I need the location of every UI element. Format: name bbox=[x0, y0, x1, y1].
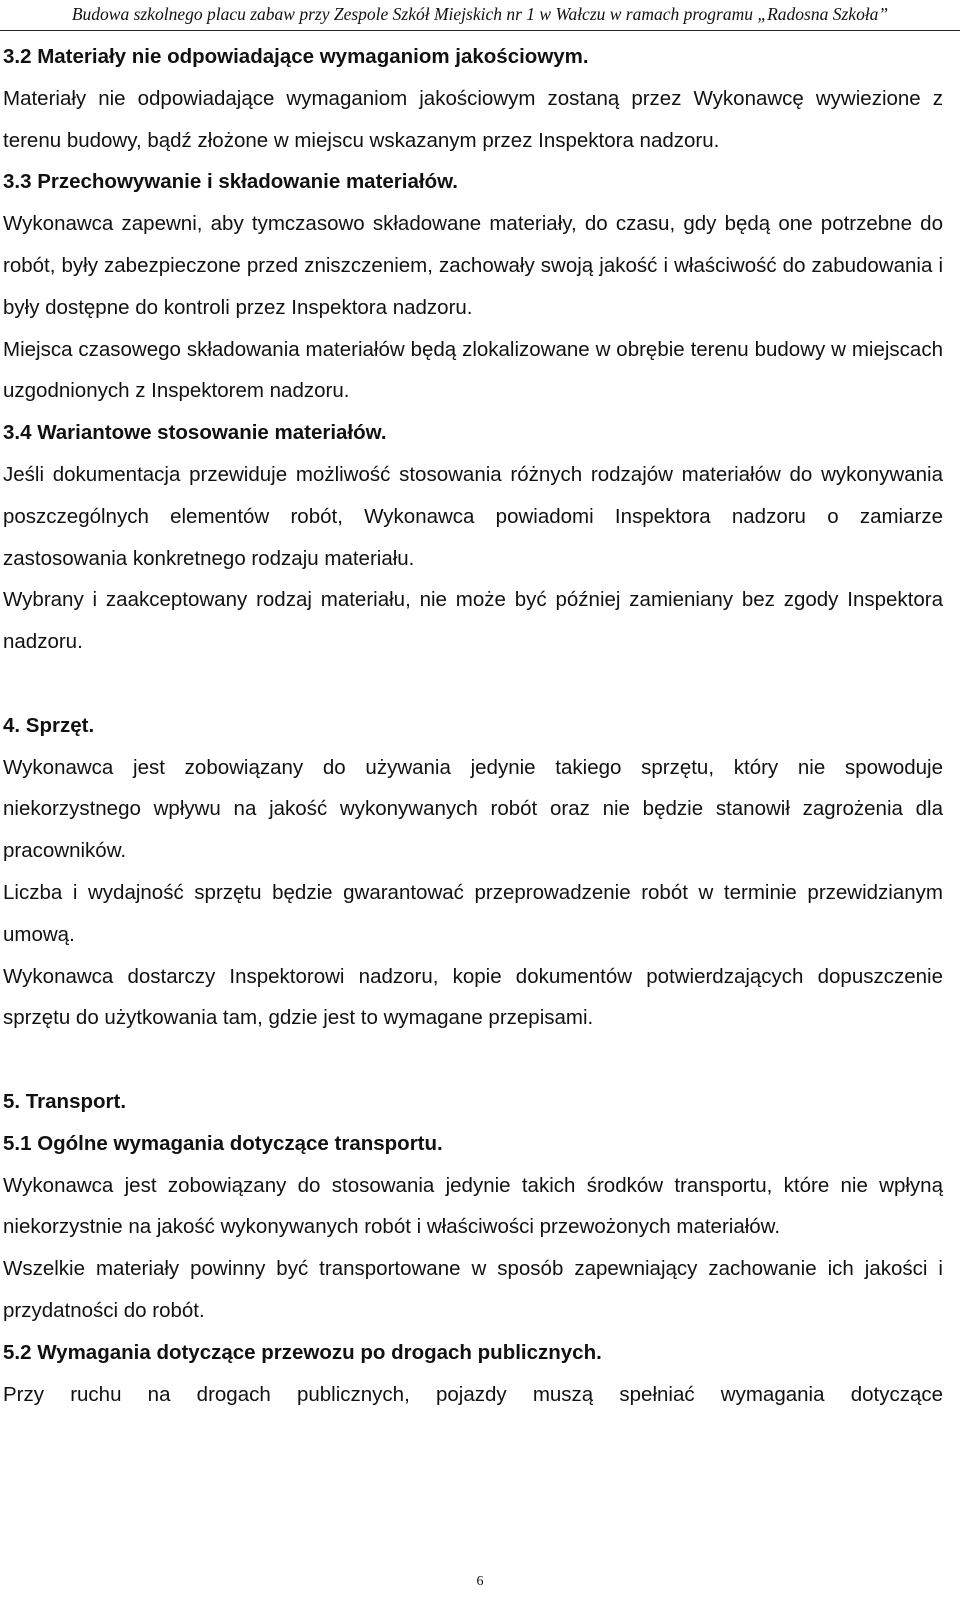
section-heading-4: 4. Sprzęt. bbox=[3, 713, 95, 737]
section-heading-5-1: 5.1 Ogólne wymagania dotyczące transportu. bbox=[3, 1131, 443, 1155]
section-heading-3-4: 3.4 Wariantowe stosowanie materiałów. bbox=[3, 421, 387, 445]
paragraph: Wykonawca zapewni, aby tymczasowo składowane materiały, do czasu, gdy będą one potrzebne do robót, były zabezpieczone przed zniszczeniem, zachowały swoją jakość i właściwość do zabudowania i były dostępne do kontroli przez Inspektora nadzoru. bbox=[3, 212, 943, 319]
document-body bbox=[3, 36, 943, 1415]
spacer bbox=[3, 663, 943, 705]
running-header: Budowa szkolnego placu zabaw przy Zespole Szkół Miejskich nr 1 w Wałczu w ramach programu „Radosna Szkoła” bbox=[0, 2, 960, 31]
paragraph: Jeśli dokumentacja przewiduje możliwość stosowania różnych rodzajów materiałów do wykonywania poszczególnych elementów robót, Wykonawca powiadomi Inspektora nadzoru o zamiarze zastosowania konkretnego rodzaju materiału. bbox=[3, 462, 943, 570]
paragraph: Wszelkie materiały powinny być transportowane w sposób zapewniający zachowanie ich jakości i przydatności do robót. bbox=[3, 1257, 943, 1322]
paragraph: Przy ruchu na drogach publicznych, pojazdy muszą spełniać wymagania dotyczące bbox=[3, 1382, 943, 1406]
page-number: 6 bbox=[476, 1574, 484, 1589]
paragraph: Liczba i wydajność sprzętu będzie gwarantować przeprowadzenie robót w terminie przewidzianym umową. bbox=[3, 880, 943, 946]
paragraph: Wybrany i zaakceptowany rodzaj materiału, nie może być później zamieniany bez zgody Inspektora nadzoru. bbox=[3, 588, 943, 654]
section-heading-3-2: 3.2 Materiały nie odpowiadające wymaganiom jakościowym. bbox=[3, 45, 589, 68]
section-heading-5: 5. Transport. bbox=[3, 1089, 127, 1113]
paragraph: Miejsca czasowego składowania materiałów będą zlokalizowane w obrębie terenu budowy w miejscach uzgodnionych z Inspektorem nadzoru. bbox=[3, 337, 943, 403]
paragraph: Wykonawca jest zobowiązany do używania jedynie takiego sprzętu, który nie spowoduje niekorzystnego wpływu na jakość wykonywanych robót oraz nie będzie stanowił zagrożenia dla pracowników. bbox=[3, 755, 943, 863]
paragraph: Wykonawca jest zobowiązany do stosowania jedynie takich środków transportu, które nie wpłyną niekorzystnie na jakość wykonywanych robót i właściwości przewożonych materiałów. bbox=[3, 1173, 943, 1239]
paragraph: Wykonawca dostarczy Inspektorowi nadzoru, kopie dokumentów potwierdzających dopuszczenie sprzętu do użytkowania tam, gdzie jest to wymagane przepisami. bbox=[3, 964, 943, 1030]
paragraph: Materiały nie odpowiadające wymaganiom jakościowym zostaną przez Wykonawcę wywiezione z terenu budowy, bądź złożone w miejscu wskazanym przez Inspektora nadzoru. bbox=[3, 86, 943, 152]
spacer bbox=[3, 1039, 943, 1081]
section-heading-3-3: 3.3 Przechowywanie i składowanie materiałów. bbox=[3, 170, 458, 194]
section-heading-5-2: 5.2 Wymagania dotyczące przewozu po drogach publicznych. bbox=[3, 1340, 602, 1364]
